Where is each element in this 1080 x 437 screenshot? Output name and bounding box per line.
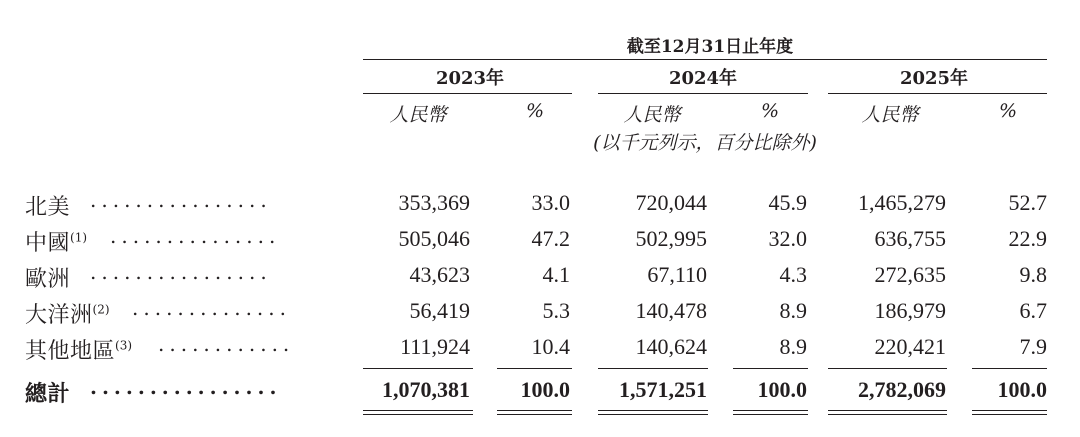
cell-pct-2023: 5.3 <box>542 298 570 323</box>
cell-pct-2024: 8.9 <box>779 334 807 359</box>
subtotal-rule-pct-2024 <box>733 368 808 369</box>
col-header-pct-2023: % <box>525 100 545 122</box>
cell-rmb-2025: 636,755 <box>874 226 946 251</box>
cell-pct-2025: 9.8 <box>1019 262 1047 287</box>
cell-pct-2023: 47.2 <box>531 226 570 251</box>
total-rmb-2023: 1,070,381 <box>382 377 470 402</box>
period-header: 截至12月31日止年度 <box>626 37 794 57</box>
total-double-rule-pct-2025 <box>972 410 1047 415</box>
cell-rmb-2025: 272,635 <box>874 262 946 287</box>
row-label: 北美 <box>25 195 71 220</box>
cell-rmb-2025: 186,979 <box>874 298 946 323</box>
period-header-rule <box>363 59 1047 60</box>
subtotal-rule-pct-2023 <box>497 368 572 369</box>
total-pct-2024: 100.0 <box>757 377 807 402</box>
col-header-rmb-2023: 人民幣 <box>389 104 447 126</box>
leader-dots: ............... <box>110 224 281 248</box>
unit-note: (以千元列示，百分比除外) <box>593 132 817 154</box>
total-double-rule-pct-2023 <box>497 410 572 415</box>
cell-rmb-2023: 353,369 <box>398 190 470 215</box>
year-header-2025: 2025年 <box>899 68 969 89</box>
col-header-rmb-2025: 人民幣 <box>861 104 919 126</box>
cell-rmb-2023: 505,046 <box>398 226 470 251</box>
total-double-rule-rmb-2024 <box>598 410 708 415</box>
row-label: 大洋洲$^{(2)}$ <box>25 302 110 328</box>
cell-pct-2025: 52.7 <box>1008 190 1047 215</box>
cell-rmb-2025: 1,465,279 <box>858 190 946 215</box>
leader-dots: .............. <box>132 296 292 320</box>
cell-rmb-2024: 67,110 <box>647 262 707 287</box>
total-pct-2023: 100.0 <box>520 377 570 402</box>
total-double-rule-rmb-2023 <box>363 410 473 415</box>
year-header-2024: 2024年 <box>668 68 738 89</box>
year-rule-2024 <box>598 93 808 94</box>
cell-rmb-2023: 43,623 <box>409 262 470 287</box>
subtotal-rule-pct-2025 <box>972 368 1047 369</box>
total-rmb-2024: 1,571,251 <box>619 377 707 402</box>
leader-dots: ................ <box>90 188 272 212</box>
year-rule-2023 <box>363 93 572 94</box>
subtotal-rule-rmb-2024 <box>598 368 708 369</box>
leader-dots: ................ <box>90 260 272 284</box>
cell-pct-2024: 8.9 <box>779 298 807 323</box>
cell-pct-2023: 4.1 <box>542 262 570 287</box>
cell-pct-2024: 4.3 <box>779 262 807 287</box>
cell-rmb-2024: 140,624 <box>635 334 707 359</box>
subtotal-rule-rmb-2025 <box>828 368 947 369</box>
leader-dots: ............ <box>158 332 295 356</box>
total-pct-2025: 100.0 <box>997 377 1047 402</box>
cell-rmb-2023: 111,924 <box>400 334 470 359</box>
cell-pct-2023: 33.0 <box>531 190 570 215</box>
cell-pct-2025: 7.9 <box>1019 334 1047 359</box>
row-label: 其他地區$^{(3)}$ <box>25 338 133 364</box>
total-double-rule-pct-2024 <box>733 410 808 415</box>
cell-pct-2023: 10.4 <box>531 334 570 359</box>
col-header-pct-2025: % <box>998 100 1018 122</box>
cell-pct-2024: 45.9 <box>768 190 807 215</box>
cell-pct-2025: 22.9 <box>1008 226 1047 251</box>
cell-rmb-2025: 220,421 <box>874 334 946 359</box>
col-header-pct-2024: % <box>760 100 780 122</box>
cell-rmb-2023: 56,419 <box>409 298 470 323</box>
row-label: 歐洲 <box>25 267 71 292</box>
subtotal-rule-rmb-2023 <box>363 368 473 369</box>
cell-pct-2024: 32.0 <box>768 226 807 251</box>
cell-rmb-2024: 140,478 <box>635 298 707 323</box>
total-label: 總計 <box>25 381 71 407</box>
cell-rmb-2024: 720,044 <box>635 190 707 215</box>
year-header-2023: 2023年 <box>435 68 505 89</box>
row-label: 中國$^{(1)}$ <box>25 230 88 256</box>
cell-pct-2025: 6.7 <box>1019 298 1047 323</box>
col-header-rmb-2024: 人民幣 <box>623 104 681 126</box>
leader-dots: ................ <box>90 375 282 399</box>
total-rmb-2025: 2,782,069 <box>858 377 946 402</box>
total-double-rule-rmb-2025 <box>828 410 947 415</box>
cell-rmb-2024: 502,995 <box>635 226 707 251</box>
year-rule-2025 <box>828 93 1047 94</box>
